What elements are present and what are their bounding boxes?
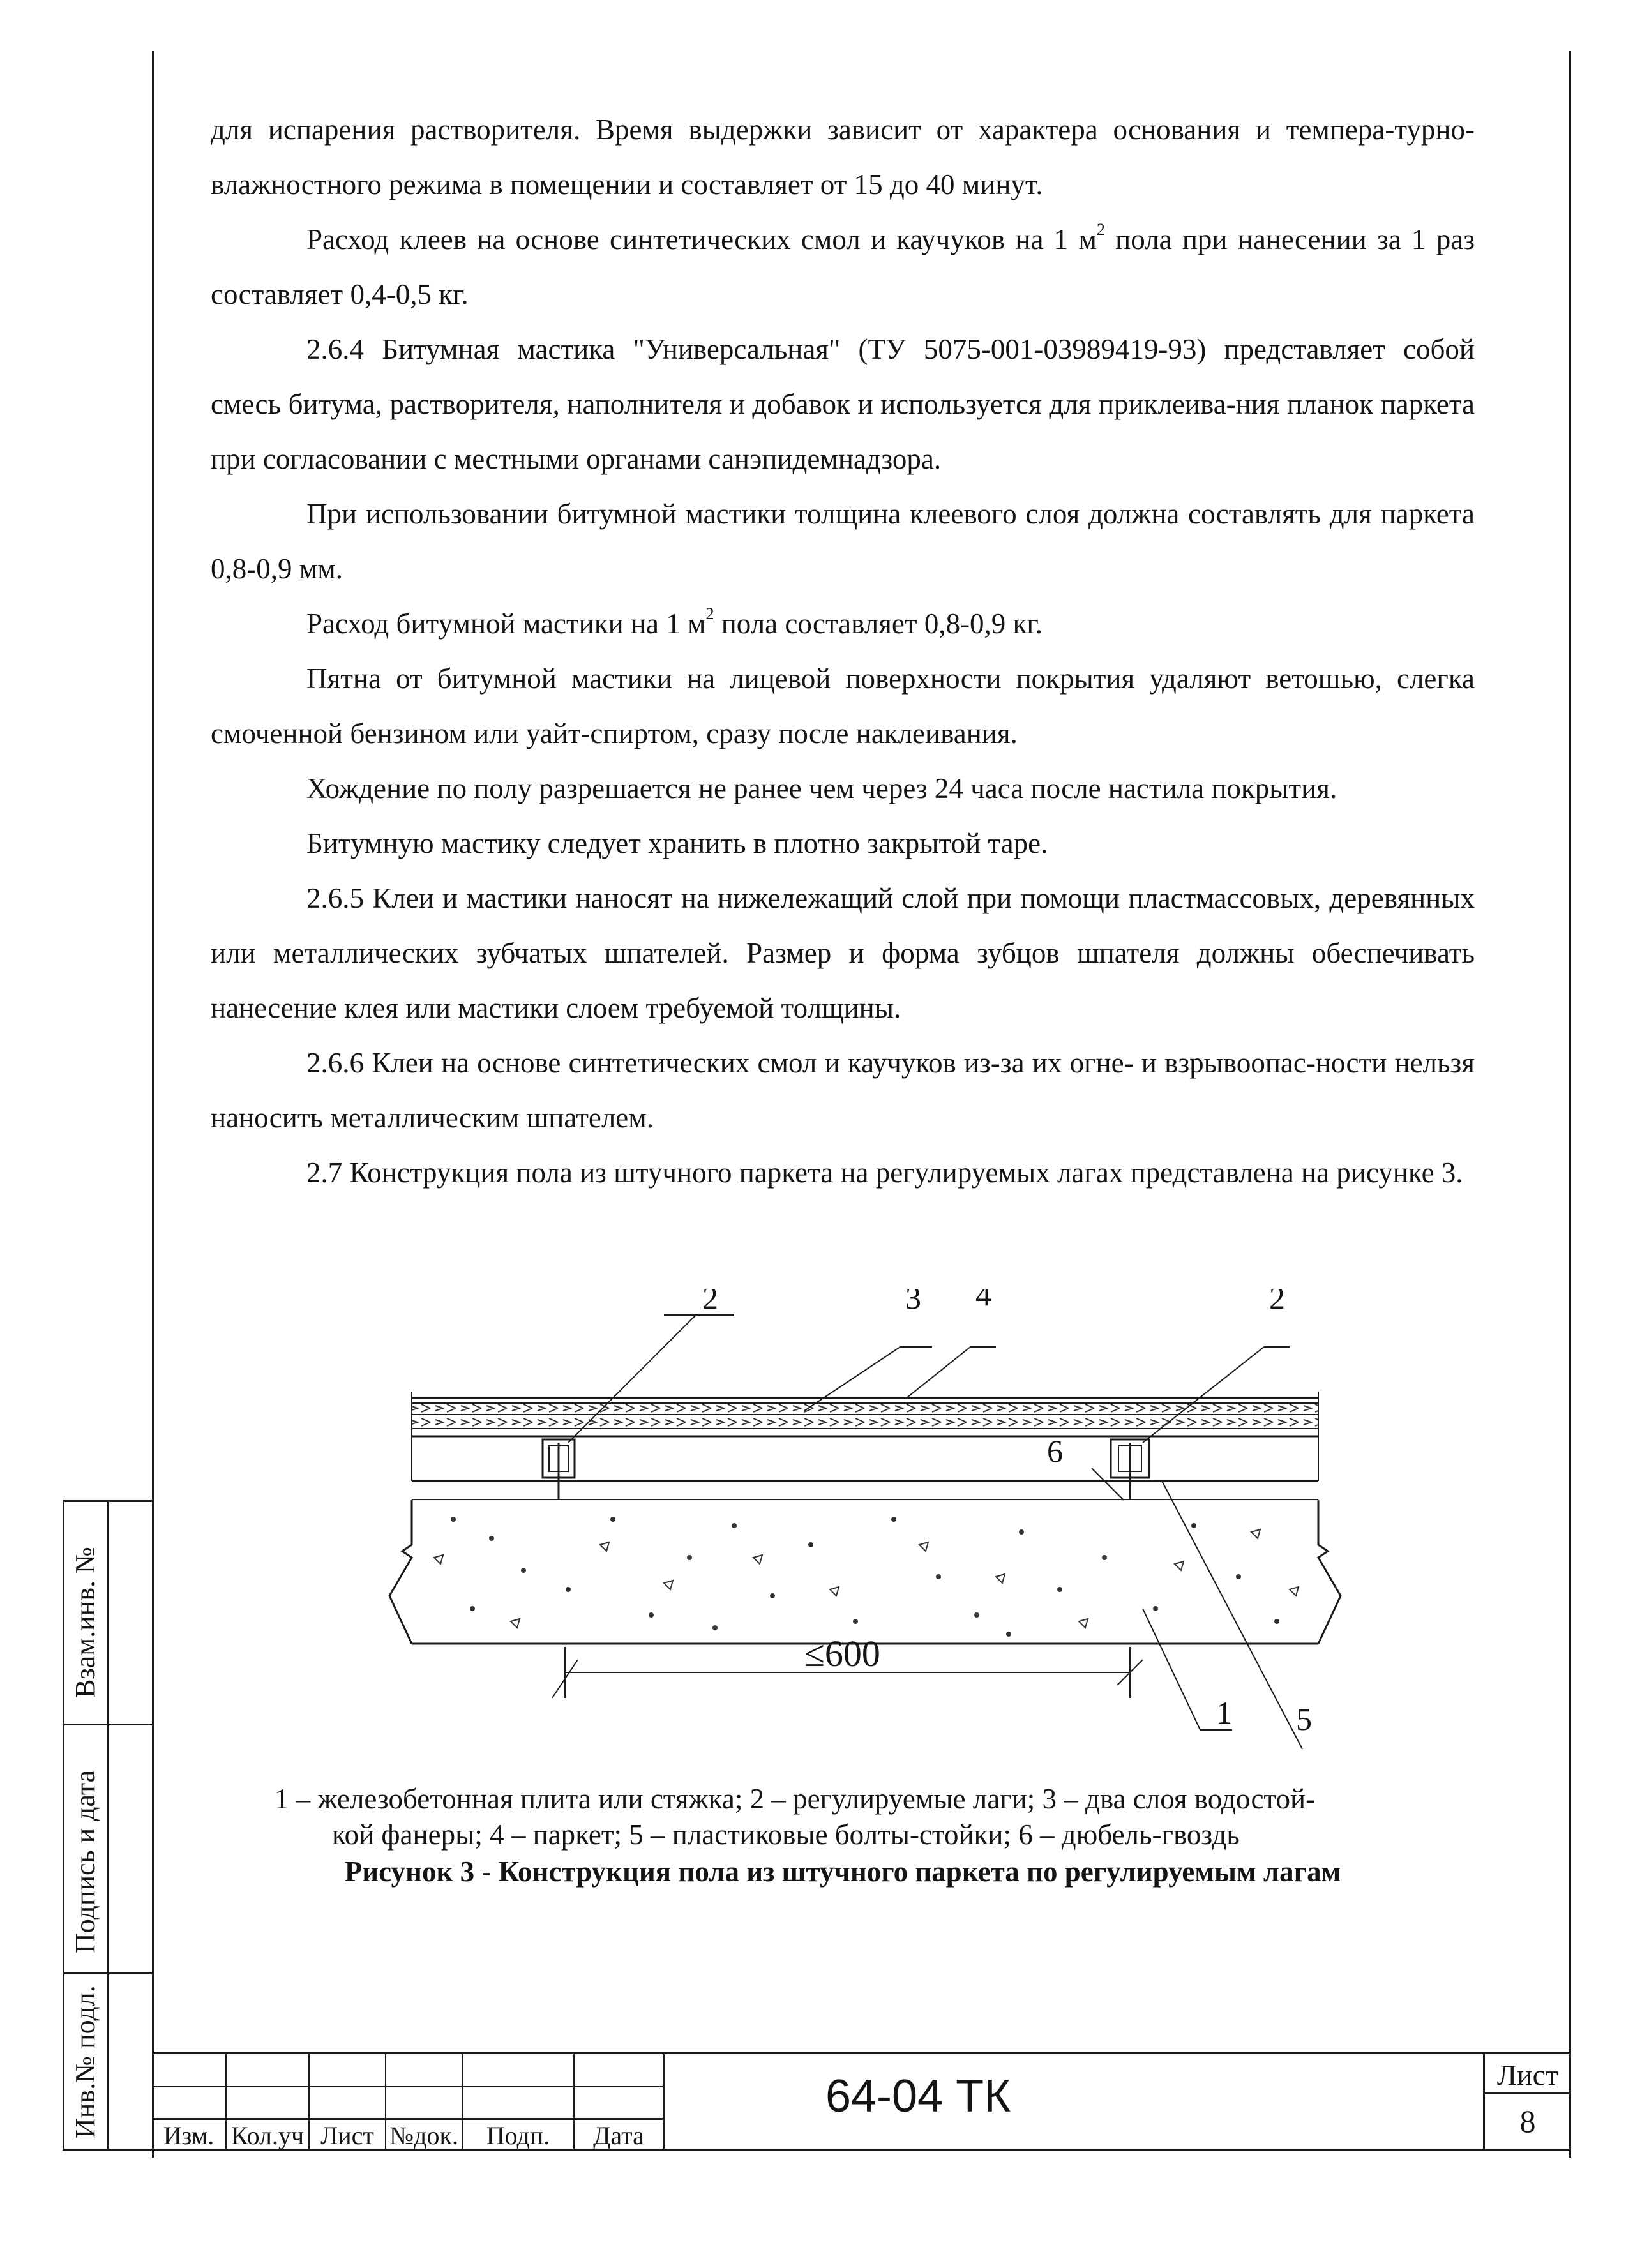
body-text	[211, 102, 1475, 1200]
dimension-label: ≤600	[804, 1633, 880, 1674]
col-doc-number: №док.	[389, 2121, 458, 2150]
side-stamp-top	[63, 1500, 152, 1502]
paragraph: для испарения растворителя. Время выдержки зависит от характера основания и темпера-турно-влажностного режима в помещении и составляет от 15 до 40 минут.	[211, 114, 1475, 200]
original-inventory-label: Инв.№ подл.	[70, 1985, 101, 2138]
label-6: 6	[1047, 1433, 1063, 1469]
col-signature: Подп.	[486, 2121, 550, 2150]
sheet-label: Лист	[1496, 2059, 1559, 2091]
side-stamp-divider	[107, 1500, 109, 2150]
label-1: 1	[1216, 1695, 1232, 1731]
document-code: 64-04 ТК	[825, 2071, 1011, 2122]
sheet-number: 8	[1519, 2103, 1536, 2139]
paragraph: 2.6.5 Клеи и мастики наносят на нижележащий слой при помощи пластмассовых, деревянных или металлических зубчатых шпателей. Размер и форма зубцов шпателя должны обеспечивать нанесение клея или мастики слоем требуемой толщины.	[211, 882, 1475, 1024]
side-stamp-left-border	[63, 1500, 64, 2150]
floor-construction-drawing	[358, 1289, 1379, 1749]
label-2-right: 2	[1269, 1289, 1285, 1316]
col-sheet: Лист	[320, 2121, 374, 2150]
legend-line-1: 1 – железобетонная плита или стяжка; 2 – регулируемые лаги; 3 – два слоя водостой-	[275, 1783, 1316, 1815]
signature-date-label: Подпись и дата	[70, 1769, 101, 1953]
paragraph: 2.6.4 Битумная мастика "Универсальная" (ТУ 5075-001-03989419-93) представляет собой смесь битума, растворителя, наполнителя и добавок и используется для приклеива-ния планок паркета при согласовании с местными органами санэпидемнадзора.	[211, 333, 1475, 475]
paragraph: При использовании битумной мастики толщина клеевого слоя должна составлять для паркета 0,8-0,9 мм.	[211, 498, 1475, 585]
paragraph: Битумную мастику следует хранить в плотно закрытой таре.	[306, 827, 1048, 859]
label-4: 4	[975, 1289, 991, 1312]
floor-construction-figure	[358, 1289, 1379, 1749]
figure-caption	[268, 1781, 1519, 1889]
label-3: 3	[905, 1289, 921, 1316]
replacement-inventory-label: Взам.инв. №	[70, 1547, 101, 1698]
title-block	[152, 2052, 1570, 2150]
side-stamp-sep-1	[63, 1724, 152, 1725]
frame-left-border	[152, 51, 154, 2158]
label-2-left: 2	[702, 1289, 718, 1316]
label-5: 5	[1296, 1701, 1312, 1737]
paragraph: Расход битумной мастики на 1 $м^2$ пола составляет 0,8-0,9 кг.	[306, 605, 1043, 640]
paragraph: 2.7 Конструкция пола из штучного паркета на регулируемых лагах представлена на рисунке 3.	[306, 1157, 1463, 1189]
paragraph: Расход клеев на основе синтетических смол и каучуков на 1 $м^2$ пола при нанесении за 1 раз составляет 0,4-0,5 кг.	[211, 220, 1475, 310]
figure-title: Рисунок 3 - Конструкция пола из штучного паркета по регулируемым лагам	[344, 1856, 1341, 1888]
paragraph: 2.6.6 Клеи на основе синтетических смол и каучуков из-за их огне- и взрывоопас-ности нельзя наносить металлическим шпателем.	[211, 1047, 1475, 1134]
legend-line-2: кой фанеры; 4 – паркет; 5 – пластиковые болты-стойки; 6 – дюбель-гвоздь	[332, 1819, 1240, 1851]
col-quantity: Кол.уч	[230, 2121, 305, 2150]
col-date: Дата	[593, 2121, 644, 2150]
paragraph: Пятна от битумной мастики на лицевой поверхности покрытия удаляют ветошью, слегка смоченной бензином или уайт-спиртом, сразу после наклеивания.	[211, 663, 1475, 749]
paragraph: Хождение по полу разрешается не ранее чем через 24 часа после настила покрытия.	[306, 772, 1337, 804]
frame-right-border	[1569, 51, 1571, 2158]
side-stamp-sep-2	[63, 1972, 152, 1974]
col-change: Изм.	[163, 2121, 215, 2150]
